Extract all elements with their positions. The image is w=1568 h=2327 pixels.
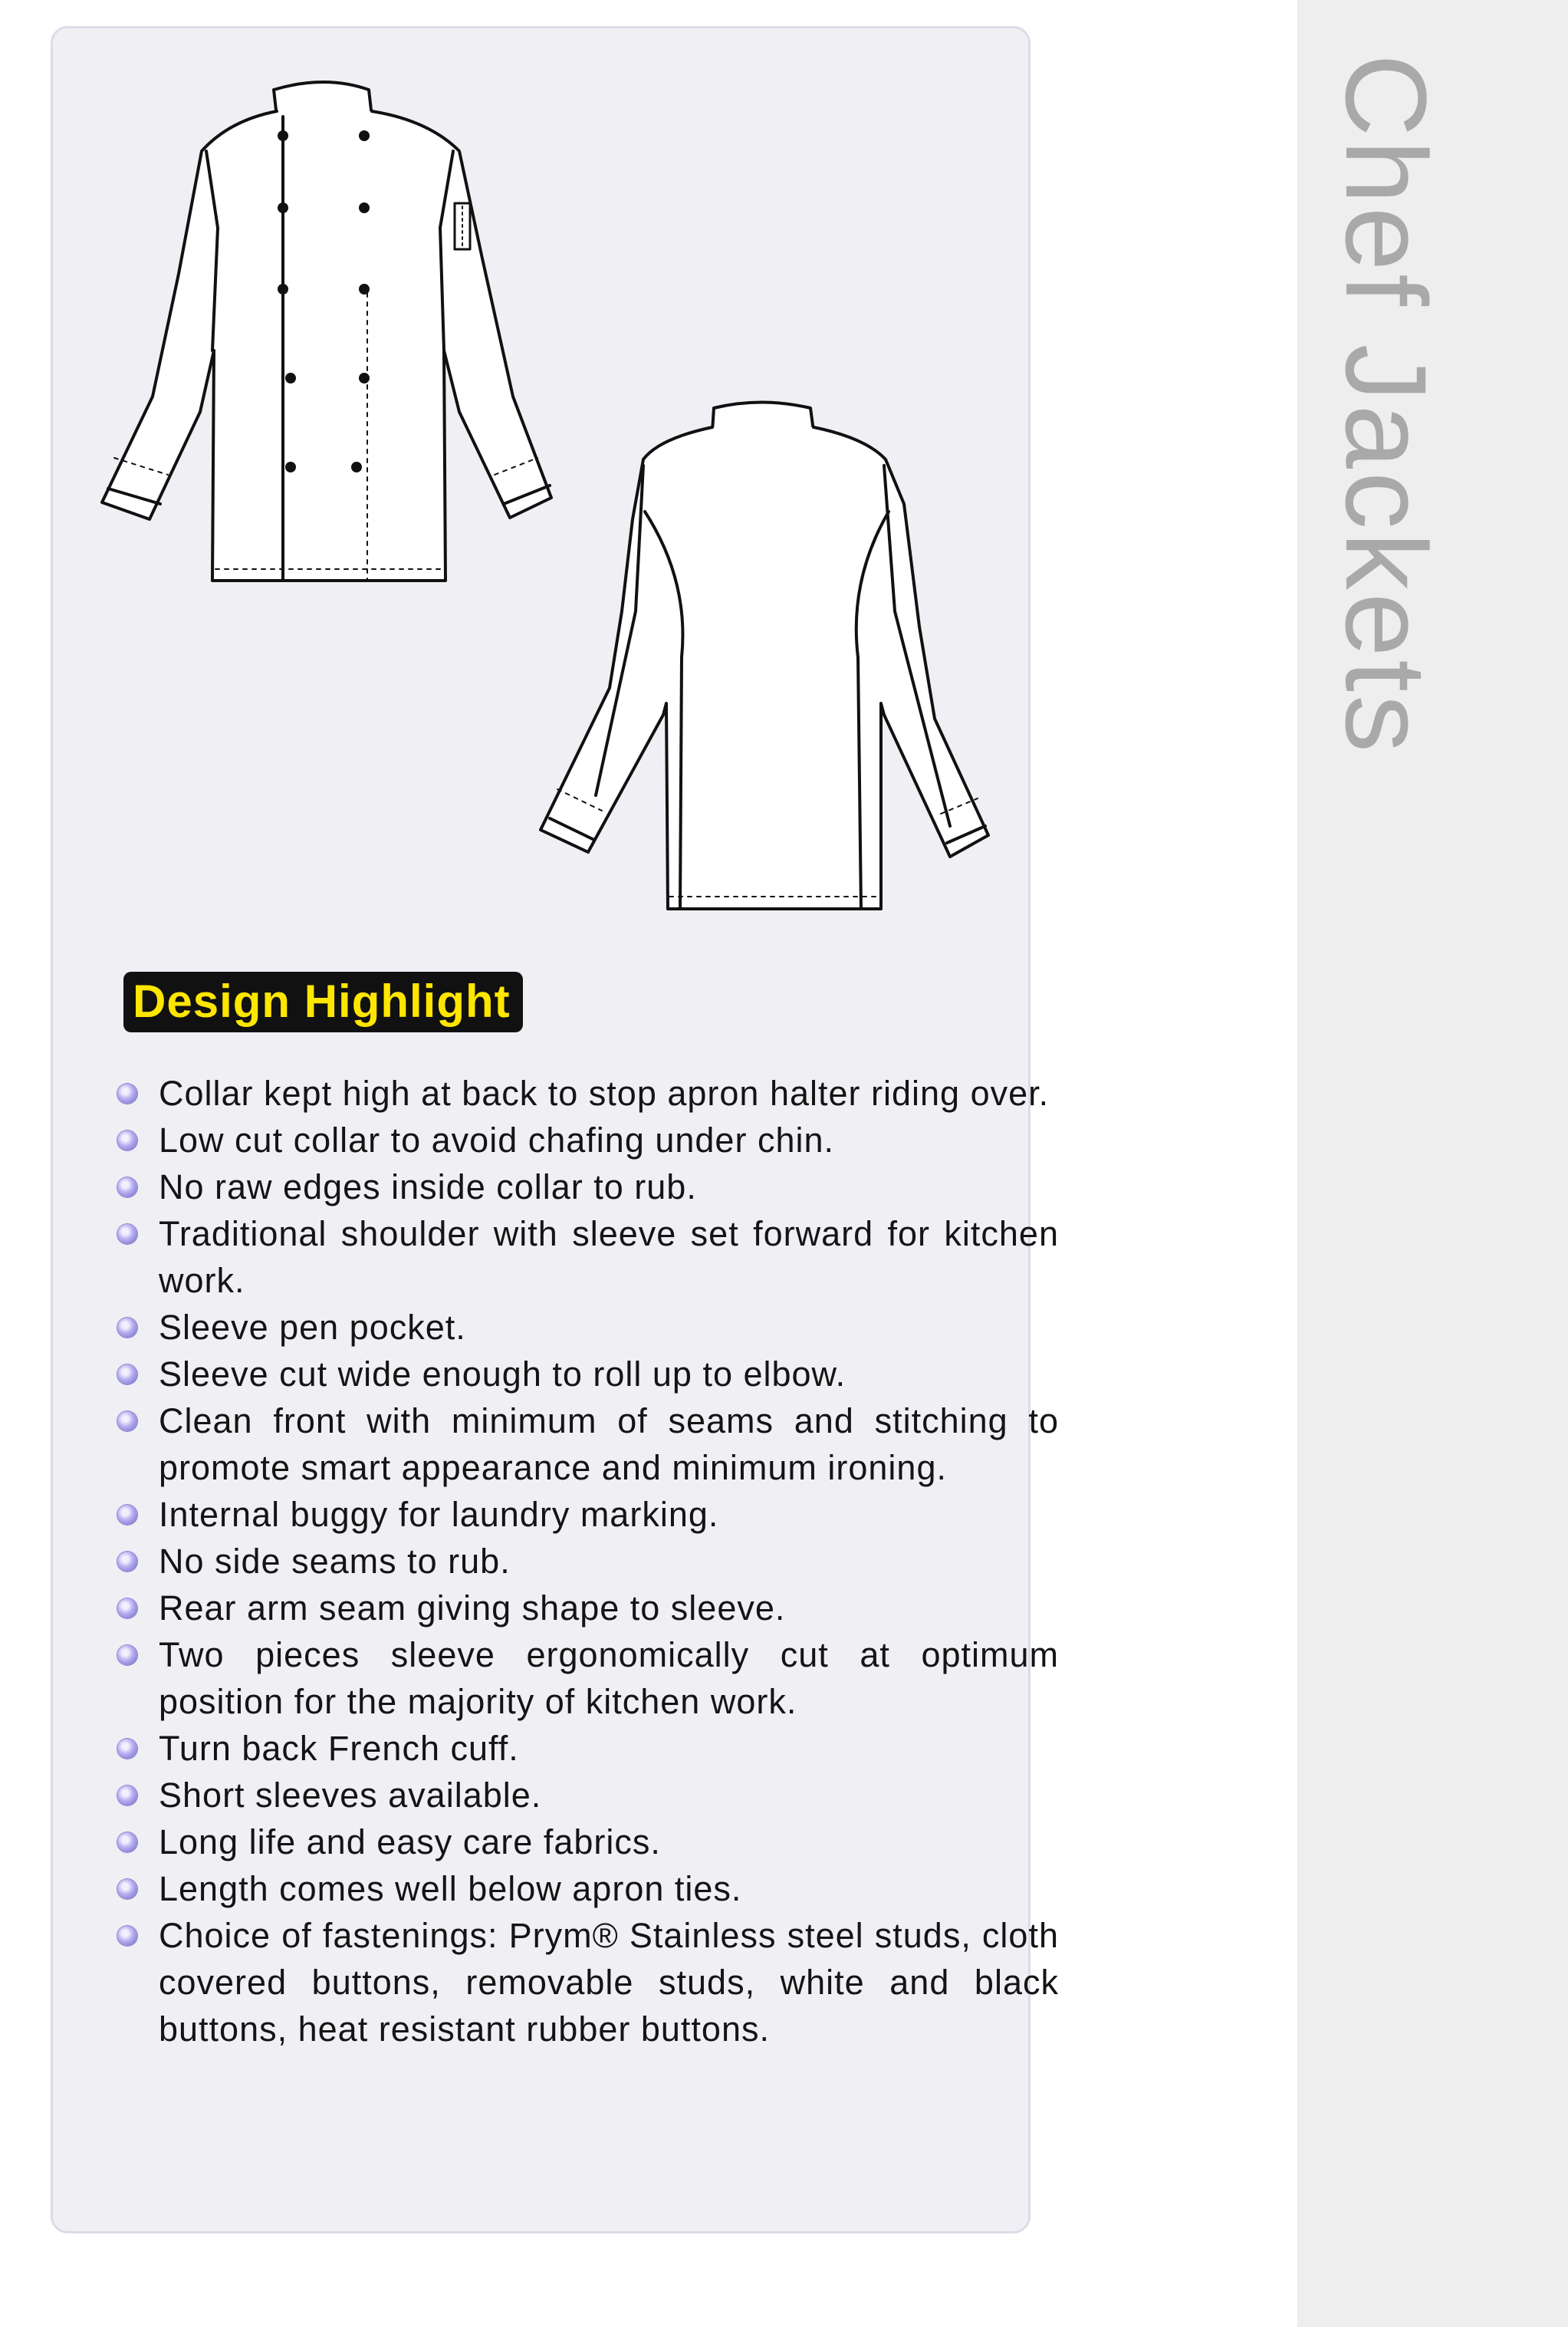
- bullet-icon: [117, 1786, 137, 1805]
- design-panel: [51, 26, 1059, 2233]
- bullet-icon: [117, 1318, 137, 1338]
- chef-jacket-back-view: [541, 403, 988, 910]
- bullet-icon: [117, 1131, 137, 1150]
- list-item: [117, 1818, 1059, 1865]
- feature-list: [117, 1070, 1059, 2052]
- list-item: [117, 1491, 1059, 1538]
- feature-text: Choice of fastenings: Prym® Stainless steel studs, cloth covered buttons, removable studs, white and black buttons, heat resistant rubber buttons.: [159, 1916, 1059, 2049]
- bullet-icon: [117, 1598, 137, 1618]
- feature-text: Sleeve cut wide enough to roll up to elbow.: [159, 1354, 846, 1394]
- bullet-icon: [117, 1552, 137, 1572]
- list-item: [117, 1725, 1059, 1772]
- list-item: [117, 1585, 1059, 1631]
- list-item: [117, 1865, 1059, 1912]
- list-item: [117, 1538, 1059, 1585]
- feature-text: Internal buggy for laundry marking.: [159, 1495, 719, 1534]
- feature-text: Rear arm seam giving shape to sleeve.: [159, 1588, 786, 1628]
- bullet-icon: [117, 1832, 137, 1852]
- bullet-icon: [117, 1364, 137, 1384]
- list-item: [117, 1164, 1059, 1210]
- list-item: [117, 1351, 1059, 1397]
- feature-text: Clean front with minimum of seams and stitching to promote smart appearance and minimum ironing.: [159, 1401, 1059, 1487]
- bullet-icon: [117, 1224, 137, 1244]
- bullet-icon: [117, 1084, 137, 1104]
- feature-text: Length comes well below apron ties.: [159, 1869, 742, 1908]
- bullet-icon: [117, 1411, 137, 1431]
- feature-text: No side seams to rub.: [159, 1542, 511, 1581]
- feature-text: No raw edges inside collar to rub.: [159, 1167, 697, 1206]
- list-item: [117, 1070, 1059, 1117]
- list-item: [117, 1772, 1059, 1818]
- feature-text: Long life and easy care fabrics.: [159, 1822, 661, 1861]
- bullet-icon: [117, 1739, 137, 1759]
- feature-text: Turn back French cuff.: [159, 1729, 519, 1768]
- bullet-icon: [117, 1879, 137, 1899]
- list-item: [117, 1631, 1059, 1725]
- list-item: [117, 1912, 1059, 2052]
- design-highlight-badge: Design Highlight: [123, 972, 523, 1032]
- bullet-icon: [117, 1926, 137, 1946]
- bullet-icon: [117, 1645, 137, 1665]
- list-item: [117, 1304, 1059, 1351]
- list-item: [117, 1397, 1059, 1491]
- bullet-icon: [117, 1177, 137, 1197]
- feature-text: Traditional shoulder with sleeve set forward for kitchen work.: [159, 1214, 1059, 1300]
- section-title-vertical: Chef Jackets: [1322, 54, 1451, 756]
- chef-jacket-front-view: [102, 82, 551, 581]
- feature-text: Low cut collar to avoid chafing under chin.: [159, 1121, 834, 1160]
- bullet-icon: [117, 1505, 137, 1525]
- feature-text: Sleeve pen pocket.: [159, 1308, 466, 1347]
- list-item: [117, 1210, 1059, 1304]
- feature-text: Short sleeves available.: [159, 1776, 542, 1815]
- feature-text: Collar kept high at back to stop apron halter riding over.: [159, 1074, 1050, 1113]
- feature-text: Two pieces sleeve ergonomically cut at optimum position for the majority of kitchen work.: [159, 1635, 1059, 1721]
- jacket-illustrations: [53, 28, 1033, 964]
- list-item: [117, 1117, 1059, 1164]
